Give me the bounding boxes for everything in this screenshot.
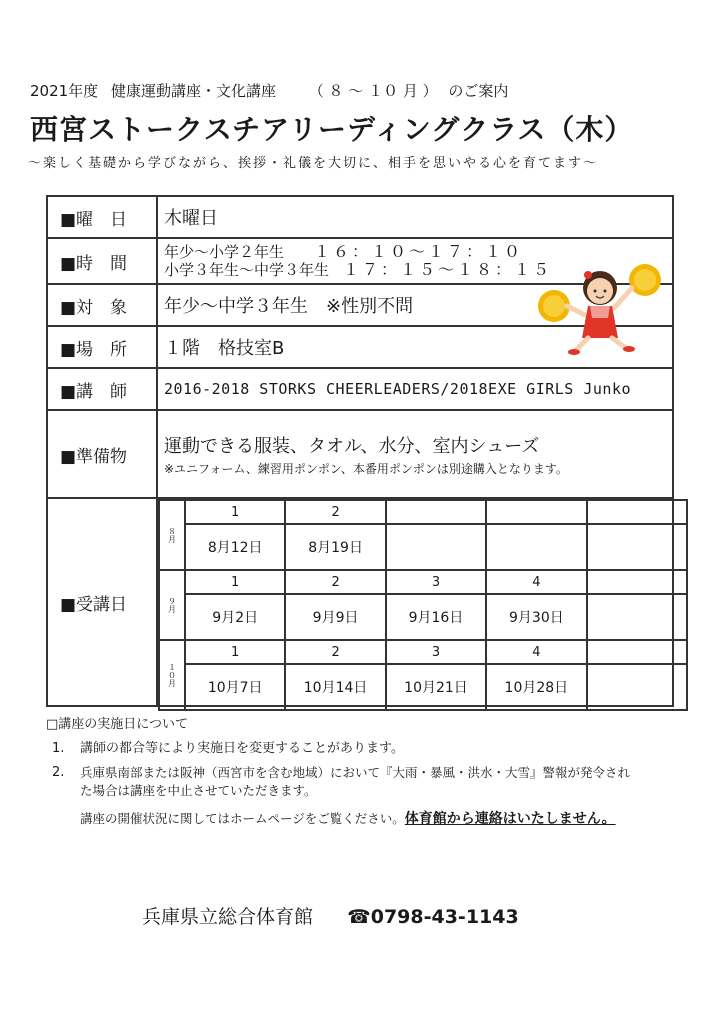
target-label: ■対 象	[47, 284, 157, 326]
day-value: 木曜日	[157, 196, 673, 238]
session-number	[587, 570, 687, 594]
page-title: 西宮ストークスチアリーディングクラス（木）	[30, 113, 634, 146]
session-date	[587, 664, 687, 710]
session-number	[587, 500, 687, 524]
note-item	[46, 740, 686, 758]
items-label: ■準備物	[47, 410, 157, 498]
session-date	[486, 524, 586, 570]
session-number	[386, 500, 486, 524]
target-value: 年少～中学３年生 ※性別不問	[157, 284, 673, 326]
session-number: 2	[285, 500, 385, 524]
session-number: 1	[185, 570, 285, 594]
course-label: 健康運動講座・文化講座	[110, 82, 276, 100]
instructor-row	[47, 368, 673, 410]
session-number: 3	[386, 640, 486, 664]
footer-org: 兵庫県立総合体育館	[142, 906, 314, 928]
session-date: 9月30日	[486, 594, 586, 640]
month-label: ９月	[159, 570, 185, 640]
session-number: 1	[185, 500, 285, 524]
session-number	[486, 500, 586, 524]
time-group: 年少～小学２年生	[164, 243, 285, 261]
footer-phone: ☎0798-43-1143	[347, 906, 519, 928]
place-label: ■場 所	[47, 326, 157, 368]
notes-heading: □講座の実施日について	[46, 717, 189, 732]
session-date: 10月21日	[386, 664, 486, 710]
year-label: 2021年度	[30, 82, 99, 100]
day-label: ■曜 日	[47, 196, 157, 238]
note-extra-bold: 体育館から連絡はいたしません。	[404, 811, 616, 827]
items-value: 運動できる服装、タオル、水分、室内シューズ	[164, 435, 540, 457]
pompom-icon	[629, 264, 661, 296]
session-number: 4	[486, 640, 586, 664]
period-label: （ ８ ～ １０ 月 ）	[308, 82, 438, 100]
session-number: 3	[386, 570, 486, 594]
session-date: 9月2日	[185, 594, 285, 640]
session-date: 9月9日	[285, 594, 385, 640]
items-cell	[157, 410, 673, 498]
session-date: 10月14日	[285, 664, 385, 710]
instructor-value: 2016-2018 STORKS CHEERLEADERS/2018EXE GIRLS Junko	[157, 368, 673, 410]
time-range: １７：１５～１８：１５	[343, 260, 553, 279]
header-subtitle	[30, 80, 508, 101]
schedule-label: ■受講日	[47, 498, 157, 706]
month-label: １０月	[159, 640, 185, 710]
session-date: 10月28日	[486, 664, 586, 710]
note-number: 2.	[52, 765, 65, 780]
instructor-label: ■講 師	[47, 368, 157, 410]
note-text: 兵庫県南部または阪神（西宮市を含む地域）において『大雨・暴風・洪水・大雪』警報が発令された場合は講座を中止させていただきます。	[80, 765, 631, 798]
session-date: 8月12日	[185, 524, 285, 570]
session-number: 4	[486, 570, 586, 594]
guide-label: のご案内	[448, 82, 509, 100]
note-text: 講師の都合等により実施日を変更することがあります。	[80, 741, 404, 756]
session-number: 2	[285, 570, 385, 594]
note-extra	[80, 810, 686, 828]
place-value: １階 格技室B	[157, 326, 673, 368]
note-extra-text: 講座の開催状況に関してはホームページをご覧ください。	[80, 811, 405, 826]
session-date: 9月16日	[386, 594, 486, 640]
schedule-grid	[158, 499, 688, 711]
schedule-cell	[157, 498, 673, 706]
items-note: ※ユニフォーム、練習用ポンポン、本番用ポンポンは別途購入となります。	[164, 461, 568, 476]
note-number: 1.	[52, 741, 65, 756]
notes	[46, 716, 686, 828]
cheerleader-illustration	[532, 258, 672, 358]
session-date	[386, 524, 486, 570]
footer	[142, 902, 519, 929]
schedule-row	[47, 498, 673, 706]
session-number	[587, 640, 687, 664]
time-label: ■時 間	[47, 238, 157, 284]
items-row	[47, 410, 673, 498]
note-item	[46, 764, 686, 800]
time-range: １６：１０～１７：１０	[314, 242, 524, 261]
time-group: 小学３年生～中学３年生	[164, 261, 330, 279]
session-date	[587, 524, 687, 570]
tagline: ～楽しく基礎から学びながら、挨拶・礼儀を大切に、相手を思いやる心を育てます～	[28, 156, 599, 171]
day-row	[47, 196, 673, 238]
session-date: 8月19日	[285, 524, 385, 570]
session-number: 2	[285, 640, 385, 664]
session-date: 10月7日	[185, 664, 285, 710]
session-date	[587, 594, 687, 640]
session-number: 1	[185, 640, 285, 664]
month-label: ８月	[159, 500, 185, 570]
